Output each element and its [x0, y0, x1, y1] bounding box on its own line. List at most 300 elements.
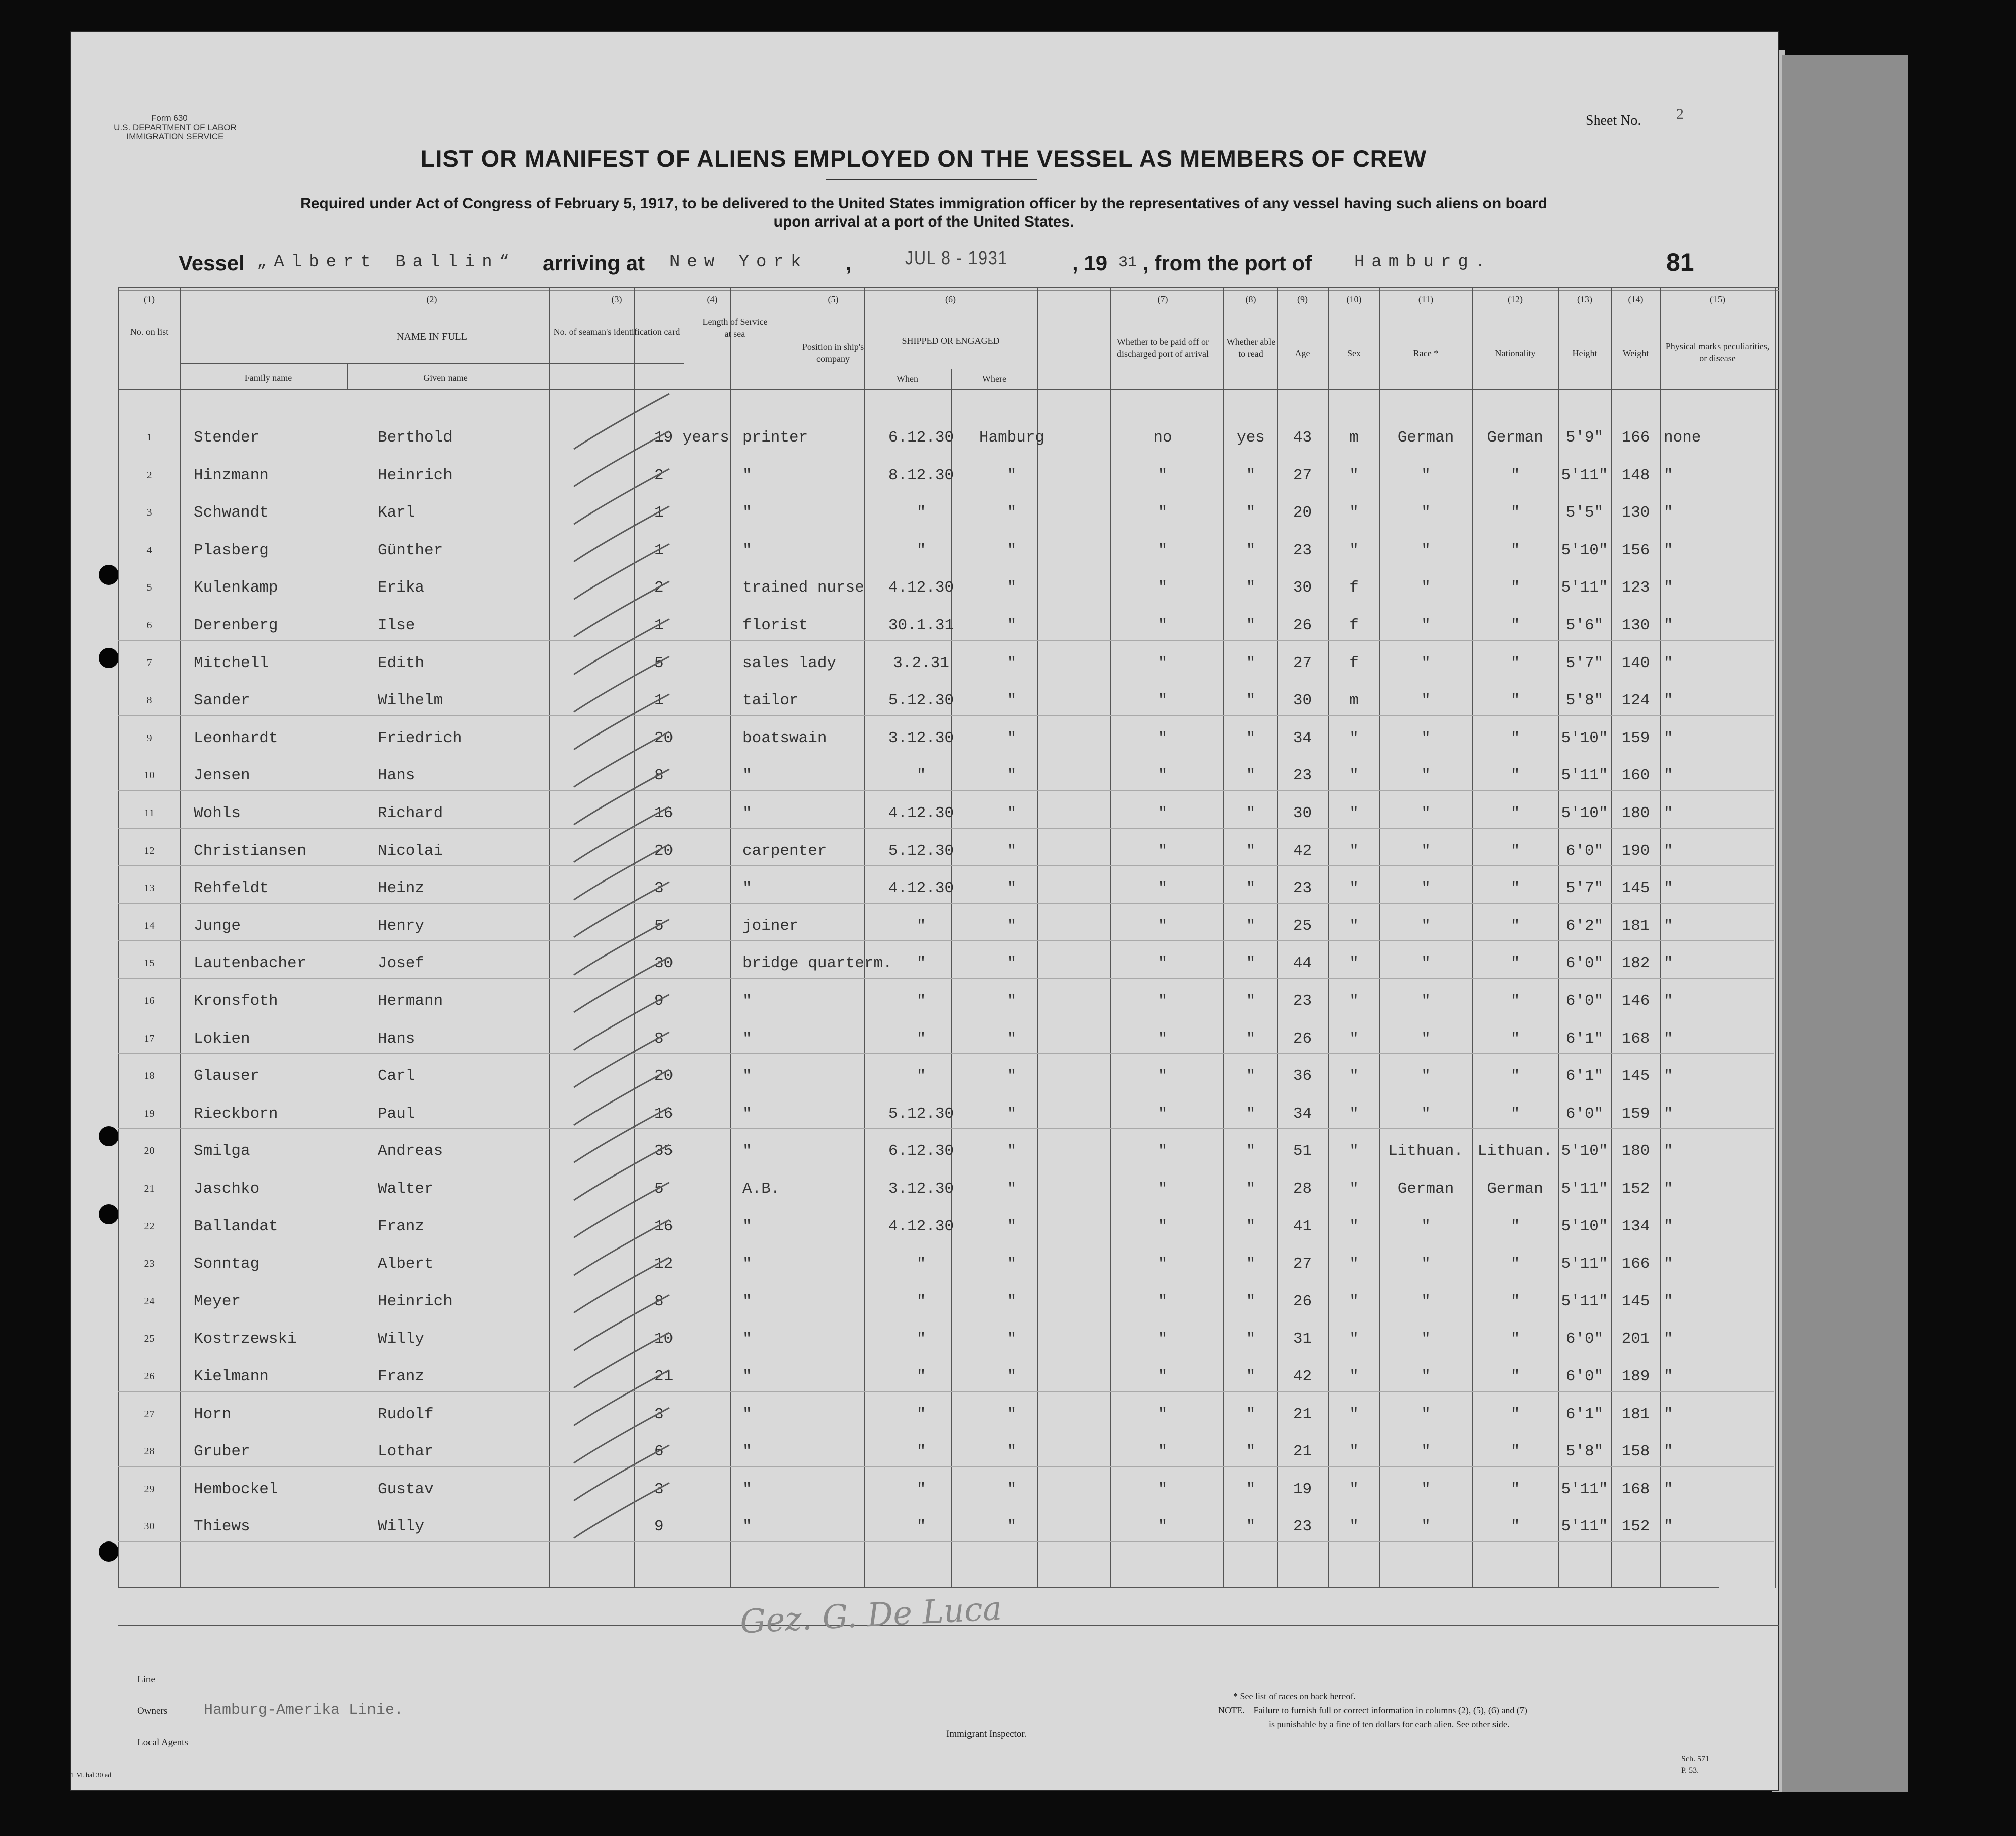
cell-height: 5'8" — [1565, 692, 1604, 710]
cell-age: 34 — [1293, 1105, 1312, 1123]
cell-given: Heinz — [378, 879, 425, 898]
cell-height: 5'11" — [1561, 1518, 1608, 1536]
cell-sex: " — [1349, 1480, 1359, 1498]
cell-read: " — [1246, 767, 1256, 785]
cell-no: 2 — [146, 469, 152, 481]
cell-service: 8 — [654, 767, 664, 785]
cell-nat: " — [1510, 1292, 1520, 1310]
cell-family: Ballandat — [194, 1217, 278, 1235]
cell-position: " — [742, 504, 752, 522]
cell-no: 3 — [146, 507, 152, 519]
cell-race: " — [1421, 729, 1431, 747]
cell-weight: 166 — [1621, 1255, 1650, 1273]
col-14-header: Weight — [1622, 348, 1649, 358]
cell-height: 5'10" — [1561, 729, 1608, 747]
cell-sex: " — [1349, 1105, 1359, 1123]
cell-family: Kielmann — [194, 1368, 269, 1385]
col-7-header: Whether to be paid off or discharged port of arrival — [1116, 337, 1209, 359]
vessel-name: „Albert Ballin“ — [257, 253, 517, 272]
cell-read: " — [1246, 1217, 1256, 1235]
cell-weight: 201 — [1621, 1330, 1650, 1348]
cell-service: 9 — [654, 1518, 664, 1536]
cell-family: Thiews — [194, 1518, 250, 1536]
check-slash — [574, 394, 669, 449]
cell-height: 5'7" — [1565, 879, 1604, 898]
cell-no: 22 — [144, 1220, 155, 1232]
cell-sex: " — [1349, 879, 1359, 898]
cell-family: Christiansen — [194, 842, 307, 860]
cell-service: 9 — [654, 992, 664, 1010]
cell-read: yes — [1237, 429, 1265, 447]
cell-no: 10 — [144, 770, 155, 781]
col-9-number: (9) — [1297, 294, 1308, 304]
cell-paid: " — [1158, 729, 1168, 747]
cell-nat: " — [1510, 1030, 1520, 1048]
cell-paid: " — [1158, 541, 1168, 559]
cell-marks: " — [1664, 1330, 1673, 1348]
cell-nat: German — [1487, 429, 1543, 447]
cell-given: Paul — [378, 1105, 415, 1123]
cell-weight: 130 — [1621, 504, 1650, 522]
cell-read: " — [1246, 1105, 1256, 1123]
cell-nat: " — [1510, 1255, 1520, 1273]
cell-marks: " — [1664, 1105, 1673, 1123]
cell-where: " — [1007, 1142, 1017, 1160]
cell-read: " — [1246, 954, 1256, 973]
cell-paid: " — [1158, 1518, 1168, 1536]
cell-given: Wilhelm — [378, 692, 443, 710]
cell-given: Andreas — [378, 1142, 443, 1160]
cell-position: " — [742, 1480, 752, 1498]
cell-no: 14 — [144, 920, 155, 931]
cell-height: 5'5" — [1565, 504, 1604, 522]
cell-no: 23 — [144, 1258, 155, 1270]
cell-race: German — [1397, 429, 1454, 447]
cell-nat: " — [1510, 504, 1520, 522]
cell-marks: " — [1664, 804, 1673, 822]
cell-service: 8 — [654, 1292, 664, 1310]
cell-no: 13 — [144, 883, 155, 894]
cell-age: 36 — [1293, 1067, 1312, 1085]
cell-sex: " — [1349, 917, 1359, 935]
cell-read: " — [1246, 504, 1256, 522]
cell-nat: " — [1510, 654, 1520, 672]
cell-age: 19 — [1293, 1480, 1312, 1498]
cell-race: " — [1421, 1105, 1431, 1123]
cell-when: 30.1.31 — [888, 617, 954, 634]
cell-marks: " — [1664, 1443, 1673, 1461]
cell-read: " — [1246, 729, 1256, 747]
col-6a-header: When — [897, 374, 918, 384]
cell-nat: " — [1510, 842, 1520, 860]
cell-race: " — [1421, 1292, 1431, 1310]
department: U.S. DEPARTMENT OF LABOR — [114, 123, 237, 132]
cell-height: 6'1" — [1565, 1030, 1604, 1048]
cell-where: " — [1007, 879, 1017, 898]
cell-when: " — [916, 504, 926, 522]
cell-given: Ilse — [378, 617, 415, 634]
cell-service: 16 — [654, 804, 674, 822]
cell-nat: " — [1510, 767, 1520, 785]
cell-height: 5'6" — [1565, 617, 1604, 634]
cell-no: 25 — [144, 1333, 155, 1345]
cell-age: 28 — [1293, 1180, 1312, 1198]
manifest-sheet: Form 630 U.S. DEPARTMENT OF LABOR IMMIGRATION SERVICE Sheet No. 2 LIST OR MANIFEST OF ALIENS EMPLOYED ON THE VESSEL AS MEMBERS OF CREW Required under Act of Congress of February 5, 1917, to be delivered to the United States immigration officer by the representatives of any vessel having such aliens on board upon arrival at a port of the United States. Vessel „Albert Ballin“ arriving at New York , JUL 8 - 1931 , 19 31 , from the port of Hamburg. 81 (1) No. on list (2) NAME IN FULL Family name Given name (3) No. of seaman's identification card (4) Length of Service at sea (5) Position in ship's company (6) SHIPPED OR ENGAGED When Where (7) Whether to be paid off or discharged port of arrival (8) Whether able to read (9) Age (10) Sex (11) Race * (12) Nationality (13) Height (14) Weight (15) Physical marks peculiarities, or disease 1 Stender Berthold 19 years printer 6.12.30 Hamburg no yes 43 m German German 5'9" 166 none 2 Hinzmann Heinrich 2 " 8.12.30 " " " 27 " " " 5'11" 148 " 3 Schwandt Karl 1 " " " " " 20 " " " 5'5" 130 " 4 Plasberg Günther 1 " " " " " 23 " " " 5'10" 156 " 5 Kulenkamp Erika 2 trained nurse 4.12.30 " " " 30 f " " 5'11" 123 " 6 Derenberg Ilse 1 florist 30.1.31 " " " 26 f " " 5'6" 130 " 7 Mitchell Edith 5 sales lady 3.2.31 " " " 27 f " " 5'7" 140 " 8 Sander Wilhelm 1 tailor 5.12.30 " " " 30 m " " 5'8" 124 " 9 Leonhardt Friedrich 20 boatswain 3.12.30 " " " 34 " " " 5'10" 159 " 10 Jensen Hans 8 " " " " " 23 " " " 5'11" 160 " 11 Wohls Richard 16 " 4.12.30 " " " 30 " " " 5'10" 180 " 12 Christiansen Nicolai 20 carpenter 5.12.30 " " " 42 " " " 6'0" 190 " 13 Rehfeldt Heinz 3 " 4.12.30 " " " 23 " " " 5'7" 145 " 14 Junge Henry 5 joiner " " " " 25 " " " 6'2" 181 " 15 Lautenbacher Josef 30 bridge quarterm. " " " " 44 " " " 6'0" 182 " 16 Kronsfoth Hermann 9 " " " " " 23 " " " 6'0" 146 " 17 Lokien Hans 8 " " " " " 26 " " " 6'1" 168 " 18 Glauser Carl 20 " " " " " 36 " " " 6'1" 145 " 19 Rieckborn Paul 16 " 5.12.30 " " " 34 " " " 6'0" 159 " 20 Smilga Andreas 35 " 6.12.30 " " " 51 " Lithuan. Lithuan. 5'10" 180 " 21 Jaschko Walter 5 A.B. 3.12.30 " " " 28 " German German 5'11" 152 " 22 Ballandat Franz 16 " 4.12.30 " " " 41 " " " 5'10" 134 " 23 Sonntag Albert 12 " " " " " 27 " " " 5'11" 166 " 24 Meyer Heinrich 8 " " " " " 26 " " " 5'11" 145 " 25 Kostrzewski Willy 10 " " " " " 31 " " " 6'0" 201 " 26 Kielmann Franz 21 " " " " " 42 " " " 6'0" 189 " 27 Horn Rudolf 3 " " " " " 21 " " " 6'1" 181 " 28 Gruber Lothar 6 " " " " " 21 " " " 5'8" 158 " 29 Hembockel Gustav 3 " " " " " 19 " " " 5'11" 168 " 30 Thiews Willy 9 " " " " " 23 " " " 5'11" 152 " Gez. G. De Luca Line Owners Hamburg-Amerika Linie. Local Agents Immigrant Inspector. * See list of races on back hereof. NOTE. – Failure to furnish full or correct information in columns (2), (5), (6) and (7) is punishable by a fine of ten dollars for each alien. See other side. Sch. 571 P. 53. 1 M. bal 30 ad — [70, 31, 1779, 1791]
footnote-fine: is punishable by a fine of ten dollars for each alien. See other side. — [1268, 1719, 1510, 1729]
cell-read: " — [1246, 1405, 1256, 1423]
cell-paid: no — [1153, 429, 1172, 447]
cell-sex: f — [1349, 654, 1359, 672]
cell-weight: 145 — [1621, 879, 1650, 898]
cell-weight: 152 — [1621, 1518, 1650, 1536]
col-5-number: (5) — [828, 294, 839, 304]
cell-where: " — [1007, 1030, 1017, 1048]
cell-age: 31 — [1293, 1330, 1312, 1348]
cell-age: 51 — [1293, 1142, 1312, 1160]
cell-when: 6.12.30 — [888, 429, 954, 447]
cell-nat: " — [1510, 954, 1520, 973]
col-9-header: Age — [1295, 348, 1310, 358]
cell-race: German — [1397, 1180, 1454, 1198]
cell-no: 17 — [144, 1033, 155, 1044]
cell-race: " — [1421, 992, 1431, 1010]
cell-paid: " — [1158, 767, 1168, 785]
cell-paid: " — [1158, 654, 1168, 672]
col-1-header: No. on list — [130, 327, 169, 337]
cell-height: 6'0" — [1565, 954, 1604, 973]
cell-race: " — [1421, 879, 1431, 898]
cell-weight: 148 — [1621, 466, 1650, 484]
cell-race: " — [1421, 1067, 1431, 1085]
cell-where: " — [1007, 1368, 1017, 1385]
cell-age: 34 — [1293, 729, 1312, 747]
cell-age: 41 — [1293, 1217, 1312, 1235]
cell-marks: " — [1664, 842, 1673, 860]
cell-paid: " — [1158, 1480, 1168, 1498]
cell-sex: m — [1349, 429, 1359, 447]
cell-service: 16 — [654, 1105, 674, 1123]
cell-position: bridge quarterm. — [742, 954, 892, 973]
cell-when: 4.12.30 — [888, 1217, 954, 1235]
inspector-label: Immigrant Inspector. — [946, 1729, 1027, 1739]
cell-where: " — [1007, 1105, 1017, 1123]
cell-service: 8 — [654, 1030, 664, 1048]
cell-position: " — [742, 1255, 752, 1273]
cell-weight: 168 — [1621, 1030, 1650, 1048]
cell-nat: " — [1510, 541, 1520, 559]
col-5-header: Position in ship's company — [802, 342, 864, 364]
cell-service: 1 — [654, 692, 664, 710]
cell-paid: " — [1158, 1142, 1168, 1160]
cell-no: 20 — [144, 1145, 155, 1157]
cell-nat: " — [1510, 1330, 1520, 1348]
col-8-number: (8) — [1245, 294, 1256, 304]
cell-where: " — [1007, 842, 1017, 860]
cell-no: 15 — [144, 958, 155, 969]
cell-race: " — [1421, 579, 1431, 597]
cell-no: 19 — [144, 1108, 155, 1119]
cell-given: Heinrich — [378, 1292, 453, 1310]
cell-weight: 180 — [1621, 804, 1650, 822]
cell-paid: " — [1158, 879, 1168, 898]
cell-race: " — [1421, 692, 1431, 710]
cell-family: Mitchell — [194, 654, 269, 672]
footnote-note: NOTE. – Failure to furnish full or correct information in columns (2), (5), (6) and (7) — [1218, 1705, 1527, 1715]
cell-service: 35 — [654, 1142, 674, 1160]
cell-paid: " — [1158, 1180, 1168, 1198]
cell-race: " — [1421, 1518, 1431, 1536]
cell-given: Rudolf — [378, 1405, 434, 1423]
cell-read: " — [1246, 466, 1256, 484]
cell-service: 10 — [654, 1330, 674, 1348]
cell-marks: " — [1664, 1255, 1673, 1273]
cell-sex: " — [1349, 1292, 1359, 1310]
year-suffix: 31 — [1118, 254, 1137, 271]
cell-weight: 190 — [1621, 842, 1650, 860]
cell-no: 26 — [144, 1371, 155, 1382]
cell-height: 5'11" — [1561, 466, 1608, 484]
cell-position: " — [742, 1030, 752, 1048]
cell-service: 12 — [654, 1255, 674, 1273]
cell-paid: " — [1158, 1030, 1168, 1048]
cell-sex: " — [1349, 1142, 1359, 1160]
cell-position: " — [742, 992, 752, 1010]
col-12-number: (12) — [1508, 294, 1523, 304]
cell-age: 30 — [1293, 804, 1312, 822]
cell-read: " — [1246, 917, 1256, 935]
cell-given: Albert — [378, 1255, 434, 1273]
cell-race: " — [1421, 767, 1431, 785]
cell-weight: 180 — [1621, 1142, 1650, 1160]
cell-where: " — [1007, 804, 1017, 822]
cell-race: " — [1421, 1368, 1431, 1385]
cell-given: Heinrich — [378, 466, 453, 484]
cell-paid: " — [1158, 842, 1168, 860]
cell-where: " — [1007, 917, 1017, 935]
cell-paid: " — [1158, 692, 1168, 710]
cell-given: Richard — [378, 804, 443, 822]
cell-race: " — [1421, 1405, 1431, 1423]
cell-paid: " — [1158, 804, 1168, 822]
cell-race: Lithuan. — [1388, 1142, 1463, 1160]
cell-position: trained nurse — [742, 579, 864, 597]
cell-height: 5'11" — [1561, 1255, 1608, 1273]
cell-no: 6 — [146, 620, 152, 631]
cell-position: " — [742, 1405, 752, 1423]
cell-paid: " — [1158, 466, 1168, 484]
cell-sex: m — [1349, 692, 1359, 710]
cell-family: Leonhardt — [194, 729, 278, 747]
cell-paid: " — [1158, 954, 1168, 973]
col-10-number: (10) — [1346, 294, 1362, 304]
cell-nat: " — [1510, 692, 1520, 710]
cell-weight: 123 — [1621, 579, 1650, 597]
cell-when: " — [916, 1368, 926, 1385]
cell-age: 27 — [1293, 654, 1312, 672]
cell-weight: 145 — [1621, 1067, 1650, 1085]
cell-nat: " — [1510, 1067, 1520, 1085]
cell-family: Horn — [194, 1405, 232, 1423]
cell-no: 18 — [144, 1070, 155, 1082]
col-2-number: (2) — [426, 294, 437, 304]
form-number: Form 630 — [151, 113, 188, 123]
cell-sex: f — [1349, 579, 1359, 597]
cell-race: " — [1421, 842, 1431, 860]
cell-no: 21 — [144, 1183, 155, 1194]
cell-family: Lautenbacher — [194, 954, 307, 973]
cell-when: " — [916, 1030, 926, 1048]
cell-weight: 130 — [1621, 617, 1650, 634]
from-port: Hamburg. — [1354, 253, 1493, 272]
cell-when: " — [916, 954, 926, 973]
cell-read: " — [1246, 1255, 1256, 1273]
cell-service: 1 — [654, 541, 664, 559]
cell-given: Berthold — [378, 429, 453, 447]
service: IMMIGRATION SERVICE — [126, 132, 224, 141]
cell-given: Günther — [378, 541, 443, 559]
cell-paid: " — [1158, 1255, 1168, 1273]
col-2a-header: Family name — [244, 373, 292, 383]
cell-position: boatswain — [742, 729, 827, 747]
cell-weight: 168 — [1621, 1480, 1650, 1498]
cell-service: 20 — [654, 842, 674, 860]
from-port-label: , from the port of — [1143, 251, 1312, 275]
cell-family: Kostrzewski — [194, 1330, 297, 1348]
cell-nat: Lithuan. — [1477, 1142, 1553, 1160]
owners-label: Owners — [137, 1706, 168, 1716]
cell-age: 27 — [1293, 466, 1312, 484]
cell-where: " — [1007, 1518, 1017, 1536]
cell-paid: " — [1158, 1405, 1168, 1423]
cell-weight: 156 — [1621, 541, 1650, 559]
cell-where: " — [1007, 579, 1017, 597]
cell-where: " — [1007, 1292, 1017, 1310]
cell-height: 5'9" — [1565, 429, 1604, 447]
cell-where: " — [1007, 617, 1017, 634]
cell-paid: " — [1158, 1368, 1168, 1385]
cell-read: " — [1246, 1292, 1256, 1310]
cell-where: " — [1007, 1217, 1017, 1235]
cell-when: " — [916, 1330, 926, 1348]
cell-age: 23 — [1293, 767, 1312, 785]
cell-where: " — [1007, 1180, 1017, 1198]
cell-race: " — [1421, 917, 1431, 935]
cell-paid: " — [1158, 1067, 1168, 1085]
sheet-label: Sheet No. — [1586, 113, 1641, 128]
cell-family: Lokien — [194, 1030, 250, 1048]
cell-position: " — [742, 1142, 752, 1160]
cell-paid: " — [1158, 1330, 1168, 1348]
cell-no: 24 — [144, 1295, 155, 1307]
cell-race: " — [1421, 541, 1431, 559]
cell-when: " — [916, 767, 926, 785]
cell-marks: " — [1664, 767, 1673, 785]
cell-marks: " — [1664, 617, 1673, 634]
cell-paid: " — [1158, 917, 1168, 935]
arriving-label: arriving at — [543, 251, 645, 275]
cell-height: 5'10" — [1561, 541, 1608, 559]
col-1-number: (1) — [144, 294, 155, 304]
col-15-header: Physical marks peculiarities, or disease — [1665, 341, 1770, 363]
page-number: 81 — [1666, 248, 1694, 276]
cell-no: 30 — [144, 1521, 155, 1532]
cell-weight: 152 — [1621, 1180, 1650, 1198]
cell-given: Franz — [378, 1368, 425, 1385]
footnote-races: * See list of races on back hereof. — [1233, 1691, 1356, 1701]
cell-family: Meyer — [194, 1292, 241, 1310]
cell-given: Gustav — [378, 1480, 434, 1498]
cell-given: Erika — [378, 579, 425, 597]
cell-height: 5'11" — [1561, 767, 1608, 785]
cell-nat: " — [1510, 1105, 1520, 1123]
cell-read: " — [1246, 541, 1256, 559]
cell-read: " — [1246, 1443, 1256, 1461]
col-6-header: SHIPPED OR ENGAGED — [902, 336, 1000, 346]
cell-height: 5'11" — [1561, 1180, 1608, 1198]
cell-height: 6'0" — [1565, 1368, 1604, 1385]
cell-race: " — [1421, 654, 1431, 672]
cell-where: " — [1007, 654, 1017, 672]
cell-age: 42 — [1293, 1368, 1312, 1385]
cell-position: " — [742, 1067, 752, 1085]
cell-where: " — [1007, 1405, 1017, 1423]
cell-sex: " — [1349, 504, 1359, 522]
cell-sex: " — [1349, 1067, 1359, 1085]
cell-marks: " — [1664, 579, 1673, 597]
cell-when: 4.12.30 — [888, 879, 954, 898]
cell-service: 30 — [654, 954, 674, 973]
cell-service: 1 — [654, 504, 664, 522]
cell-sex: " — [1349, 1030, 1359, 1048]
cell-where: " — [1007, 1255, 1017, 1273]
cell-service: 21 — [654, 1368, 674, 1385]
cell-position: " — [742, 466, 752, 484]
cell-where: " — [1007, 729, 1017, 747]
cell-service: 2 — [654, 466, 664, 484]
cell-sex: " — [1349, 767, 1359, 785]
cell-position: carpenter — [742, 842, 827, 860]
cell-when: " — [916, 992, 926, 1010]
cell-race: " — [1421, 804, 1431, 822]
cell-paid: " — [1158, 1443, 1168, 1461]
cell-when: " — [916, 1255, 926, 1273]
cell-race: " — [1421, 1217, 1431, 1235]
cell-no: 4 — [146, 544, 152, 556]
cell-paid: " — [1158, 992, 1168, 1010]
year-prefix: , 19 — [1072, 251, 1108, 275]
cell-service: 5 — [654, 917, 664, 935]
cell-age: 23 — [1293, 1518, 1312, 1536]
folder-backing — [1782, 55, 1908, 1792]
cell-when: " — [916, 1405, 926, 1423]
cell-read: " — [1246, 879, 1256, 898]
cell-read: " — [1246, 1030, 1256, 1048]
cell-paid: " — [1158, 1105, 1168, 1123]
cell-given: Willy — [378, 1330, 425, 1348]
cell-weight: 140 — [1621, 654, 1650, 672]
cell-race: " — [1421, 1030, 1431, 1048]
cell-position: joiner — [742, 917, 799, 935]
cell-marks: " — [1664, 879, 1673, 898]
cell-family: Sander — [194, 692, 250, 710]
cell-height: 5'11" — [1561, 1480, 1608, 1498]
cell-position: printer — [742, 429, 808, 447]
cell-read: " — [1246, 1518, 1256, 1536]
col-3-number: (3) — [611, 294, 622, 304]
cell-weight: 189 — [1621, 1368, 1650, 1385]
cell-position: sales lady — [742, 654, 837, 672]
cell-height: 5'8" — [1565, 1443, 1604, 1461]
